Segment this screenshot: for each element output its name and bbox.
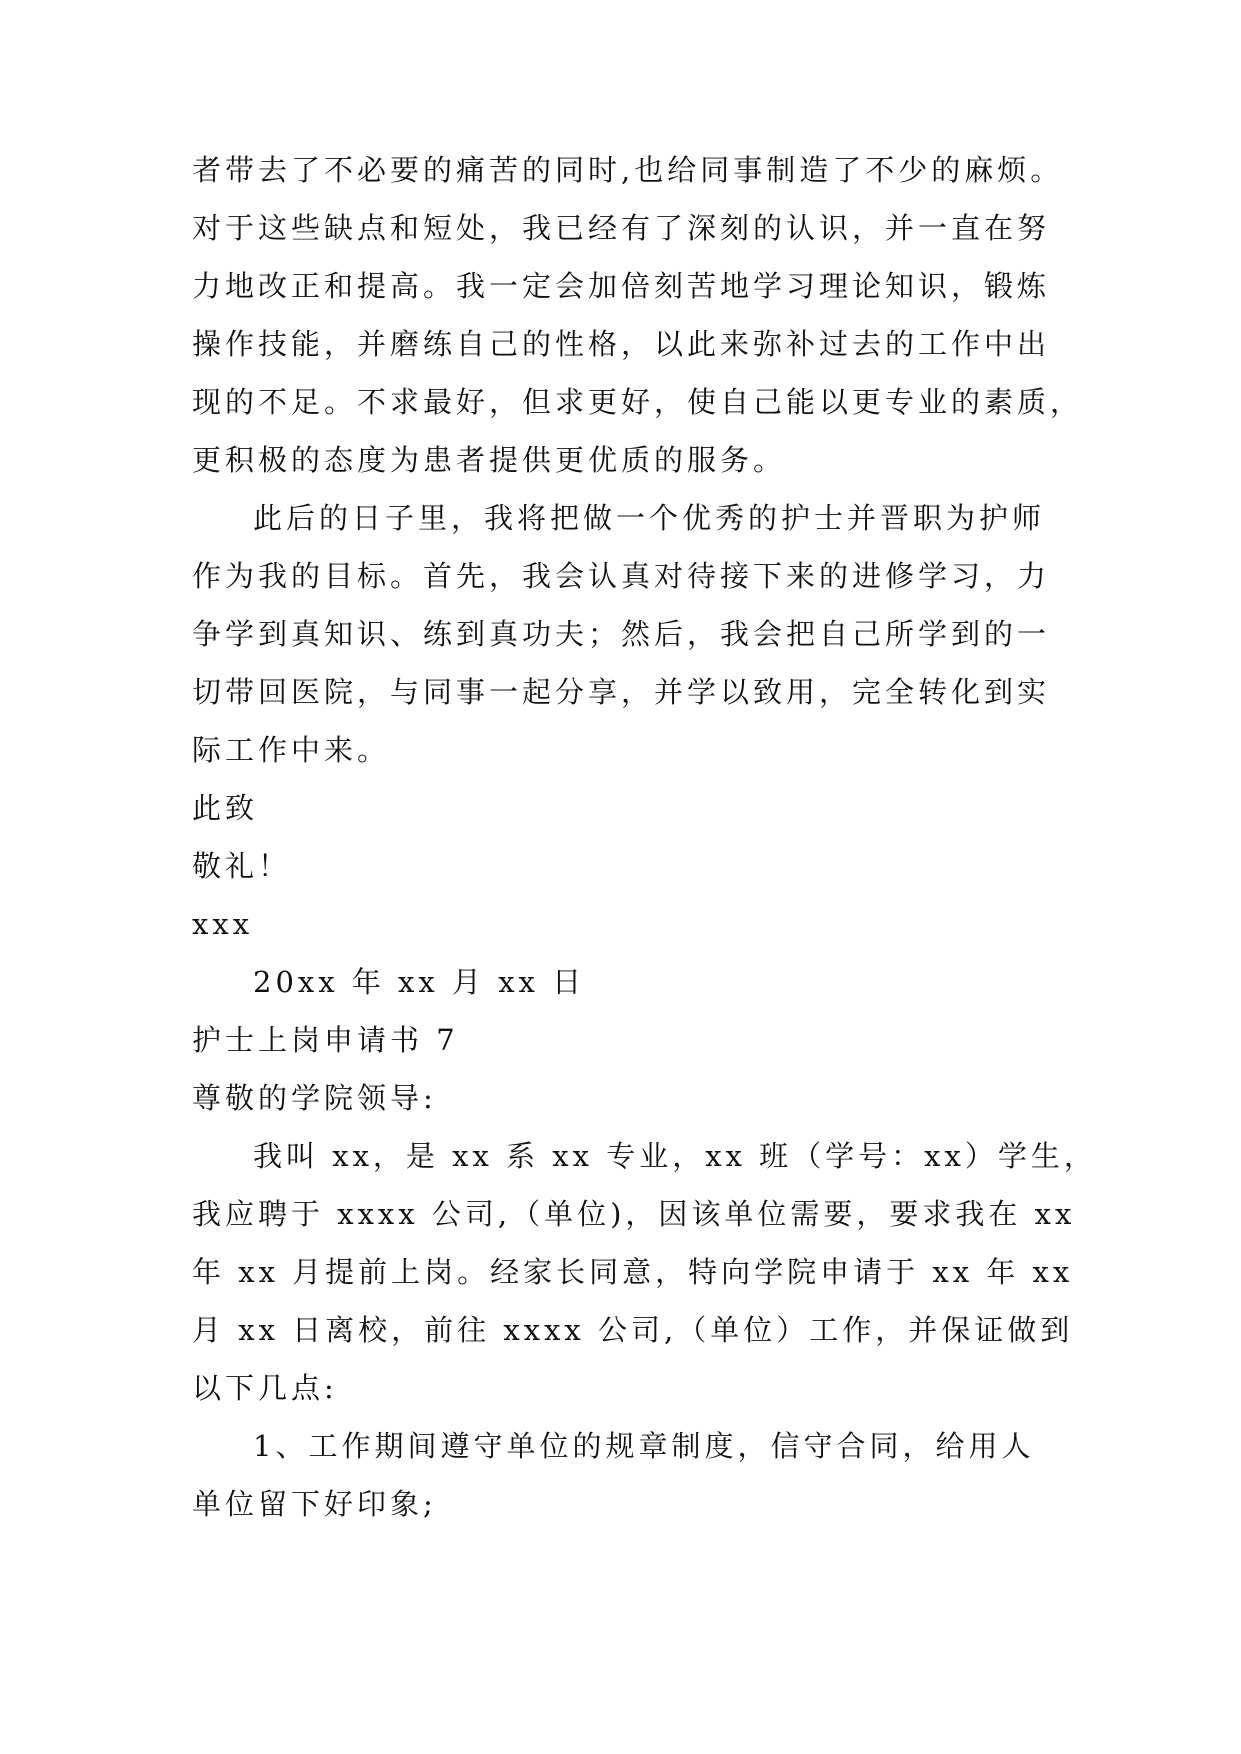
text-line: 对于这些缺点和短处，我已经有了深刻的认识，并一直在努	[192, 211, 1051, 245]
text-line: 操作技能，并磨练自己的性格，以此来弥补过去的工作中出	[192, 327, 1051, 361]
text-line: 年 xx 月提前上岗。经家长同意，特向学院申请于 xx 年 xx	[192, 1255, 1074, 1289]
text-line: 更积极的态度为患者提供更优质的服务。	[192, 443, 787, 477]
text-line: 以下几点:	[192, 1371, 338, 1405]
signature-date: 20xx 年 xx 月 xx 日	[253, 965, 586, 999]
signature-name: xxx	[192, 907, 254, 941]
paragraph-first-line: 此后的日子里，我将把做一个优秀的护士并晋职为护师	[253, 501, 1046, 535]
list-item-first-line: 1、工作期间遵守单位的规章制度，信守合同，给用人	[253, 1429, 1035, 1463]
closing-regards: 敬礼！	[192, 849, 292, 883]
text-line: 我应聘于 xxxx 公司,（单位)，因该单位需要，要求我在 xx	[192, 1197, 1076, 1231]
letter-greeting: 尊敬的学院领导:	[192, 1081, 437, 1115]
section-title: 护士上岗申请书 7	[192, 1023, 459, 1057]
text-line: 者带去了不必要的痛苦的同时,也给同事制造了不少的麻烦。	[192, 153, 1064, 187]
paragraph-first-line: 我叫 xx，是 xx 系 xx 专业，xx 班（学号：xx）学生，	[253, 1139, 1097, 1173]
text-line: 际工作中来。	[192, 733, 391, 767]
text-line: 单位留下好印象;	[192, 1487, 437, 1521]
closing-salutation: 此致	[192, 791, 259, 825]
text-line: 月 xx 日离校，前往 xxxx 公司,（单位）工作，并保证做到	[192, 1313, 1074, 1347]
text-line: 现的不足。不求最好，但求更好，使自己能以更专业的素质，	[192, 385, 1084, 419]
text-line: 争学到真知识、练到真功夫；然后，我会把自己所学到的一	[192, 617, 1051, 651]
text-line: 切带回医院，与同事一起分享，并学以致用，完全转化到实	[192, 675, 1051, 709]
text-line: 作为我的目标。首先，我会认真对待接下来的进修学习，力	[192, 559, 1051, 593]
text-line: 力地改正和提高。我一定会加倍刻苦地学习理论知识，锻炼	[192, 269, 1051, 303]
